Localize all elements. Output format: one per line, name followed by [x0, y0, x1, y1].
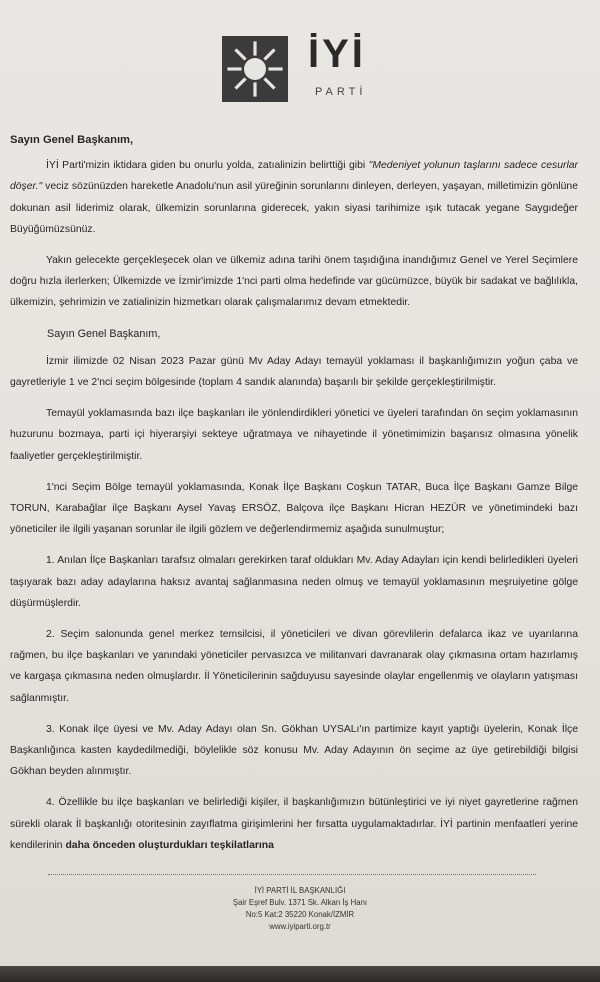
intro-quote: "Medeniyet yolunun taşlarını sadece cesurlar döşer." — [10, 160, 578, 193]
footer-org: İYİ PARTİ İL BAŞKANLIĞI — [254, 886, 346, 895]
footer-address-1: Şair Eşref Bulv. 1371 Sk. Alkan İş Hanı — [232, 898, 368, 907]
iyi-parti-logo — [222, 34, 367, 106]
paragraph-district-heads: 1'nci Seçim Bölge temayül yoklamasında, Konak İlçe Başkanı Coşkun TATAR, Buca İlçe Başkanı Gamze Bilge TORUN, Karabağlar ilçe Başkanı Aysel Yavaş ERSÖZ, Balçova ilçe Başkanı Hicran HEZÜR ve yönetimindeki bazı yöneticiler ile ilgili yaşanan sorunlar ile ilgili gözlem ve değerlendirmemiz aşağıda sunulmuştur; — [10, 481, 578, 536]
intro-text-b: veciz sözünüzden hareketle Anadolu'nun asil yüreğinin sorunlarını dinleyen, derleyen, yaşayan, milletimizin gönlüne dokunan asil liderimiz olarak, ülkemizin sorunlarına giderecek, yakın siyasi tarihimize ışık tutacak yegane Saygıdeğer Büyüğümüzsünüz. — [10, 181, 578, 235]
paragraph-disruption: Temayül yoklamasında bazı ilçe başkanları ile yönlendirdikleri yönetici ve üyeleri tarafından ön seçim yoklamasının huzurunu bozmaya, parti içi hiyerarşiyi sekteye uğratmaya ve nihayetinde il yönetimimizin başarısız olmasına yönelik faaliyetler gerçekleştirilmiştir. — [10, 408, 578, 462]
footer-website: www.iyiparti.org.tr — [269, 922, 331, 931]
paragraph-intro — [10, 155, 578, 240]
footer-address-2: No:5 Kat:2 35220 Konak/İZMİR — [245, 910, 355, 919]
logo-wordmark: İYİ — [308, 32, 366, 76]
item4-text: 4. Özellikle bu ilçe başkanları ve belirlediği kişiler, il başkanlığımızın bütünleştirici ve iyi niyet gayretlerine rağmen sürekli olarak İl başkanlığı otoritesinin zayıflatma girişimlerini her fırsatta uygulamaktadırlar. İYİ partinin menfaatleri yerine kendilerinin — [10, 797, 578, 851]
item4-bold: daha önceden oluşturdukları teşkilatlarına — [65, 839, 274, 851]
table-edge — [0, 966, 600, 982]
logo-subtitle: PARTİ — [315, 86, 367, 98]
salutation-second: Sayın Genel Başkanım, — [47, 327, 161, 340]
sun-emblem-icon — [222, 36, 288, 102]
footer-divider — [48, 874, 536, 875]
letter-body — [10, 130, 578, 856]
list-item: 3. Konak ilçe üyesi ve Mv. Aday Adayı olan Sn. Gökhan UYSALı'ın partimize kayıt yaptığı üyelerin, Konak İlçe Başkanlığınca kasten kaydedilmediği, böylelikle söz konusu Mv. Aday Adayının ön seçime az üye getirebildiği bilgisi Gökhan beyden alınmıştır. — [10, 723, 578, 778]
intro-text-a: İYİ Parti'mizin iktidara giden bu onurlu yolda, zatıalinizin belirttiği gibi — [46, 160, 369, 172]
list-item — [10, 792, 578, 856]
paragraph-elections: Yakın gelecekte gerçekleşecek olan ve ülkemiz adına tarihi önem taşıdığına inandığımız Genel ve Yerel Seçimlere doğru hızla ilerlerken; Ülkemizde ve İzmir'imizde 1'nci parti olma hedefinde var gücümüzce, büyük bir sadakat ve bağlılıkla, ülkemizin, şehrimizin ve zatialinizin hizmetkarı olarak çalışmalarımız devam etmektedir. — [10, 255, 578, 309]
letter-footer — [0, 885, 600, 933]
salutation: Sayın Genel Başkanım, — [10, 134, 134, 146]
list-item: 1. Anılan İlçe Başkanları tarafsız olmaları gerekirken taraf oldukları Mv. Aday Adayları için kendi belirledikleri üyeleri taşıyarak bazı aday adaylarına haksız avantaj sağlanmasına neden olmuş ve temayül yoklamasının meşruiyetine gölge düşürmüşlerdir. — [10, 555, 578, 609]
paragraph-primary: İzmir ilimizde 02 Nisan 2023 Pazar günü Mv Aday Adayı temayül yoklaması il başkanlığımızın yoğun çaba ve gayretleriyle 1 ve 2'nci seçim bölgesinde (toplam 4 sandık alanında) başarılı bir şekilde gerçekleştirilmiştir. — [10, 355, 578, 389]
list-item: 2. Seçim salonunda genel merkez temsilcisi, il yöneticileri ve divan görevlilerin defalarca ikaz ve uyarılarına rağmen, bu ilçe başkanları ve yanındaki yöneticiler pervasızca ve militanvari davranarak olay çıkmasına ortam hazırlamış ve kargaşa çıkmasına neden olmuşlardır. İl Yöneticilerinin sağduyusu sayesinde olaylar engellenmiş ve olayların yatışması sağlanmıştır. — [10, 629, 578, 704]
